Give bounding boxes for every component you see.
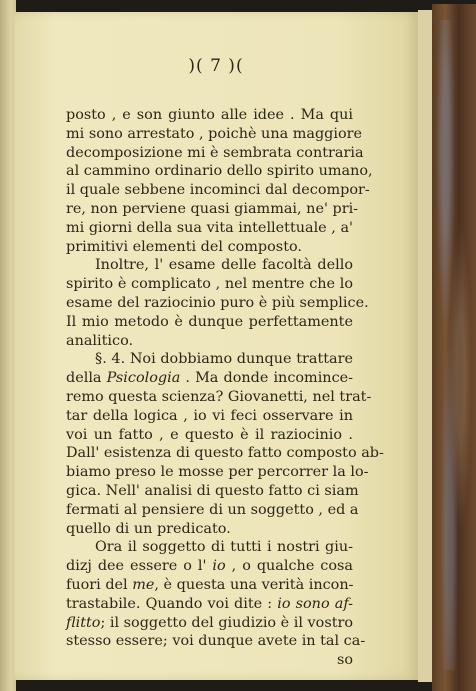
text-run: §. 4. Noi dobbiamo dunque trattare (95, 351, 353, 368)
marbled-cover-pattern (434, 20, 472, 670)
text-run: fuori del (66, 576, 133, 593)
italic-text: flitto (66, 614, 101, 631)
text-line: fermati al pensiere di un soggetto , ed a (66, 501, 359, 518)
text-line: al cammino ordinario dello spirito umano, (66, 163, 373, 180)
text-line: Ora il soggetto di tutti i nostri giu- (95, 539, 353, 556)
text-line: mi sono arrestato , poichè una maggiore (66, 125, 363, 142)
text-line: so (336, 652, 353, 669)
text-run: , o qualche cosa (225, 558, 353, 575)
text-line: stesso essere; voi dunque avete in tal ca- (66, 633, 366, 650)
text-line (66, 369, 353, 388)
text-line: il quale sebbene incominci dal decompor- (66, 182, 370, 199)
text-line (66, 614, 353, 633)
text-line: decomposizione mi è sembrata contraria (66, 144, 364, 161)
text-line: primitivi elementi del composto. (66, 238, 302, 255)
text-line: posto , e son giunto alle idee . Ma qui (66, 107, 353, 123)
text-run: trastabile. Quando voi dite : (66, 595, 278, 612)
text-line: Il mio metodo è dunque perfettamente (66, 313, 353, 330)
italic-text: io sono af- (277, 595, 353, 612)
book-page (14, 12, 418, 680)
text-line: gica. Nell' analisi di questo fatto ci siam (66, 482, 359, 499)
page-number: )( 7 )( (188, 56, 244, 76)
italic-text: io (212, 558, 226, 575)
italic-text: me (132, 576, 155, 593)
text-run: della (66, 370, 107, 387)
text-line: Dall' esistenza di questo fatto composto ab- (66, 445, 384, 462)
text-line: quello di un predicato. (66, 520, 231, 537)
text-line (66, 595, 353, 614)
text-line: Inoltre, l' esame delle facoltà dello (95, 257, 353, 274)
text-line: tar della logica , io vi feci osservare in (66, 407, 353, 424)
text-line: remo questa scienza? Giovanetti, nel trat- (66, 388, 372, 405)
text-line: esame del raziocinio puro è più semplice. (66, 294, 369, 311)
text-line: voi un fatto , e questo è il raziocinio . (66, 426, 353, 443)
text-line (66, 576, 353, 595)
text-line: biamo preso le mosse per percorrer la lo- (66, 464, 369, 481)
text-run: dizj dee essere o l' (66, 558, 213, 575)
text-line: mi giorni della sua vita intellettuale , a' (66, 219, 353, 236)
italic-text: Psicologia (106, 370, 181, 387)
text-run: . Ma donde incomince- (180, 370, 354, 387)
text-line (66, 557, 353, 576)
page-stack-edge (418, 10, 432, 682)
text-run: , è questa una verità incon- (154, 576, 354, 593)
text-line: spirito è complicato , nel mentre che lo (66, 276, 353, 293)
text-line: re, non perviene quasi giammai, ne' pri- (66, 200, 359, 217)
text-line (66, 350, 353, 369)
text-line: analitico. (66, 332, 134, 349)
page-body-text (66, 106, 384, 670)
text-run: ; il soggetto del giudizio è il vostro (100, 614, 354, 631)
